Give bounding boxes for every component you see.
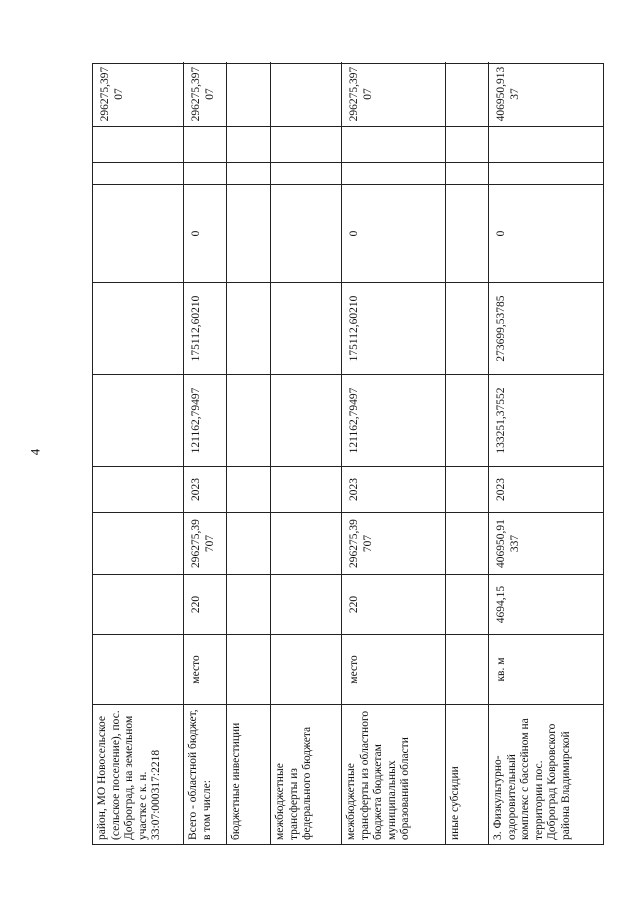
empty-cell xyxy=(489,126,603,162)
empty-cell xyxy=(184,126,226,162)
amount-cell: 133251,37552 xyxy=(489,374,603,466)
capacity-cell xyxy=(227,574,270,634)
empty-cell xyxy=(227,126,270,162)
unit-cell xyxy=(227,634,270,704)
amount-cell xyxy=(271,282,341,374)
empty-cell xyxy=(446,126,488,162)
year-cell xyxy=(271,466,341,512)
table-row xyxy=(93,62,184,844)
empty-cell xyxy=(342,162,445,184)
total-cell xyxy=(271,62,341,126)
table-row xyxy=(446,62,489,844)
unit-cell xyxy=(446,634,488,704)
empty-cell xyxy=(446,162,488,184)
empty-cell xyxy=(342,126,445,162)
year-cell xyxy=(93,466,183,512)
amount-cell xyxy=(271,184,341,282)
estimated-cost-cell: 296275,39707 xyxy=(184,512,226,574)
year-cell xyxy=(446,466,488,512)
object-name-cell: иные субсидии xyxy=(446,704,488,844)
total-cell: 296275,39707 xyxy=(99,66,125,122)
object-name-cell: 3. Физкультурно-оздоровительный комплекс с бассейном на территории пос. Доброград Ковровского района Владимирской xyxy=(489,704,603,844)
year-cell: 2023 xyxy=(184,466,226,512)
amount-cell xyxy=(93,184,183,282)
amount-cell xyxy=(227,282,270,374)
year-cell: 2023 xyxy=(489,466,603,512)
amount-cell xyxy=(93,282,183,374)
estimated-cost-cell xyxy=(271,512,341,574)
table-row xyxy=(489,62,603,844)
amount-cell: 121162,79497 xyxy=(342,374,445,466)
total-cell xyxy=(446,62,488,126)
amount-cell: 0 xyxy=(489,184,603,282)
amount-cell: 121162,79497 xyxy=(184,374,226,466)
empty-cell xyxy=(93,162,183,184)
capacity-cell: 220 xyxy=(342,574,445,634)
total-cell: 406950,91337 xyxy=(495,66,521,122)
amount-cell xyxy=(93,374,183,466)
amount-cell xyxy=(446,282,488,374)
object-name-cell: Всего - областной бюджет, в том числе: xyxy=(184,704,226,844)
capacity-cell xyxy=(93,574,183,634)
table-row xyxy=(342,62,446,844)
table-row xyxy=(227,62,271,844)
empty-cell xyxy=(93,126,183,162)
year-cell xyxy=(227,466,270,512)
table-row xyxy=(184,62,227,844)
amount-cell: 175112,60210 xyxy=(342,282,445,374)
capacity-cell xyxy=(446,574,488,634)
amount-cell: 0 xyxy=(342,184,445,282)
amount-cell xyxy=(227,374,270,466)
total-cell xyxy=(227,62,270,126)
object-name-cell: межбюджетные трансферты из областного бюджета бюджетам муниципальных образований области xyxy=(342,704,445,844)
unit-cell xyxy=(271,634,341,704)
unit-cell xyxy=(93,634,183,704)
amount-cell xyxy=(227,184,270,282)
estimated-cost-cell xyxy=(93,512,183,574)
total-cell: 296275,39707 xyxy=(348,66,374,122)
estimated-cost-cell: 296275,39707 xyxy=(342,512,445,574)
total-cell: 296275,39707 xyxy=(190,66,216,122)
amount-cell: 273699,53785 xyxy=(489,282,603,374)
empty-cell xyxy=(489,162,603,184)
rotated-table-frame xyxy=(92,63,604,845)
capacity-cell: 4694,15 xyxy=(489,574,603,634)
estimated-cost-cell: 406950,91337 xyxy=(489,512,603,574)
estimated-cost-cell xyxy=(446,512,488,574)
empty-cell xyxy=(271,126,341,162)
amount-cell: 0 xyxy=(184,184,226,282)
empty-cell xyxy=(227,162,270,184)
empty-cell xyxy=(271,162,341,184)
estimated-cost-cell xyxy=(227,512,270,574)
object-name-cell: межбюджетные трансферты из федерального бюджета xyxy=(271,704,341,844)
amount-cell xyxy=(271,374,341,466)
page-number: 4 xyxy=(27,448,43,456)
amount-cell xyxy=(446,374,488,466)
year-cell: 2023 xyxy=(342,466,445,512)
budget-table xyxy=(92,63,604,845)
amount-cell: 175112,60210 xyxy=(184,282,226,374)
unit-cell: место xyxy=(184,634,226,704)
unit-cell: место xyxy=(342,634,445,704)
capacity-cell xyxy=(271,574,341,634)
unit-cell: кв. м xyxy=(489,634,603,704)
capacity-cell: 220 xyxy=(184,574,226,634)
object-name-cell: бюджетные инвестиции xyxy=(227,704,270,844)
object-name-cell: район, МО Новосельское (сельское поселение), пос. Доброград, на земельном участке с к. н. 33:07:000317:2218 xyxy=(93,704,183,844)
amount-cell xyxy=(446,184,488,282)
empty-cell xyxy=(184,162,226,184)
table-row xyxy=(271,62,342,844)
